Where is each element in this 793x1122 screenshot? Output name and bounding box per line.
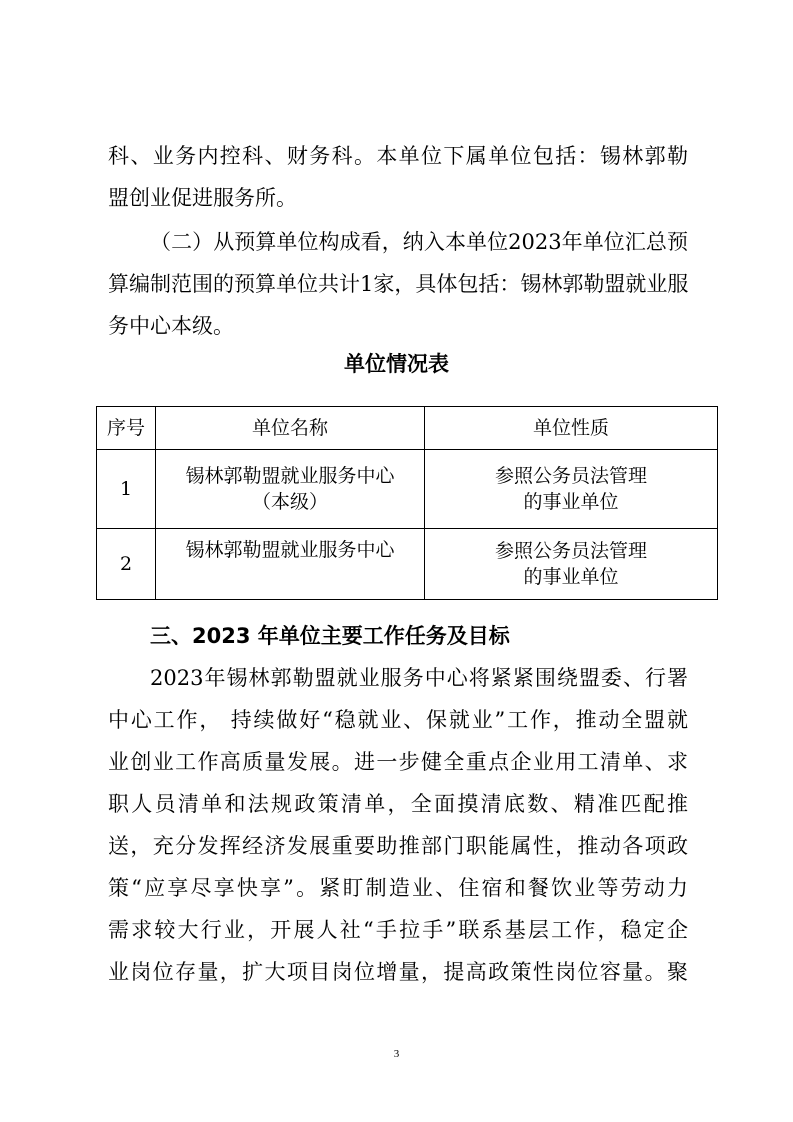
paragraph-line: 科、业务内控科、财务科。本单位下属单位包括：锡林郭勒 [108,144,688,168]
paragraph-line: 职人员清单和法规政策清单，全面摸清底数、精准匹配推 [108,792,688,816]
paragraph-line: 盟创业促进服务所。 [108,186,297,210]
paragraph-line: 需求较大行业，开展人社“手拉手”联系基层工作，稳定企 [108,918,688,942]
cell-line: （本级） [251,491,328,513]
table-row [97,529,718,600]
cell-serial: 1 [97,450,156,529]
page-number: 3 [393,1048,400,1060]
cell-unit-name [156,529,425,600]
unit-table [96,406,718,600]
paragraph-line: 业岗位存量，扩大项目岗位增量，提高政策性岗位容量。聚 [108,960,688,984]
cell-line: 的事业单位 [523,566,619,588]
cell-line: 锡林郭勒盟就业服务中心 [185,539,395,561]
cell-unit-type [425,450,718,529]
table-title: 单位情况表 [344,352,449,376]
section-heading: 三、2023 年单位主要工作任务及目标 [150,624,510,648]
paragraph-line: 送，充分发挥经济发展重要助推部门职能属性，推动各项政 [108,834,688,858]
paragraph-line: 2023年锡林郭勒盟就业服务中心将紧紧围绕盟委、行署 [150,666,688,690]
cell-line: 的事业单位 [523,491,619,513]
paragraph-line: 业创业工作高质量发展。进一步健全重点企业用工清单、求 [108,750,688,774]
header-serial: 序号 [97,407,156,450]
paragraph-line: 务中心本级。 [108,314,234,338]
header-unit-type: 单位性质 [425,407,718,450]
table-header-row [97,407,718,450]
cell-line: 锡林郭勒盟就业服务中心 [185,465,395,487]
table-row [97,450,718,529]
header-unit-name: 单位名称 [156,407,425,450]
cell-line: 参照公务员法管理 [494,465,647,487]
paragraph-line: 中心工作， 持续做好“稳就业、保就业”工作，推动全盟就 [108,708,688,732]
cell-serial: 2 [97,529,156,600]
paragraph-line: 算编制范围的预算单位共计1家，具体包括：锡林郭勒盟就业服 [108,272,689,296]
paragraph-line: （二）从预算单位构成看，纳入本单位2023年单位汇总预 [150,230,688,254]
cell-line: 参照公务员法管理 [494,540,647,562]
cell-unit-type [425,529,718,600]
cell-unit-name [156,450,425,529]
paragraph-line: 策“应享尽享快享”。紧盯制造业、住宿和餐饮业等劳动力 [108,876,688,900]
